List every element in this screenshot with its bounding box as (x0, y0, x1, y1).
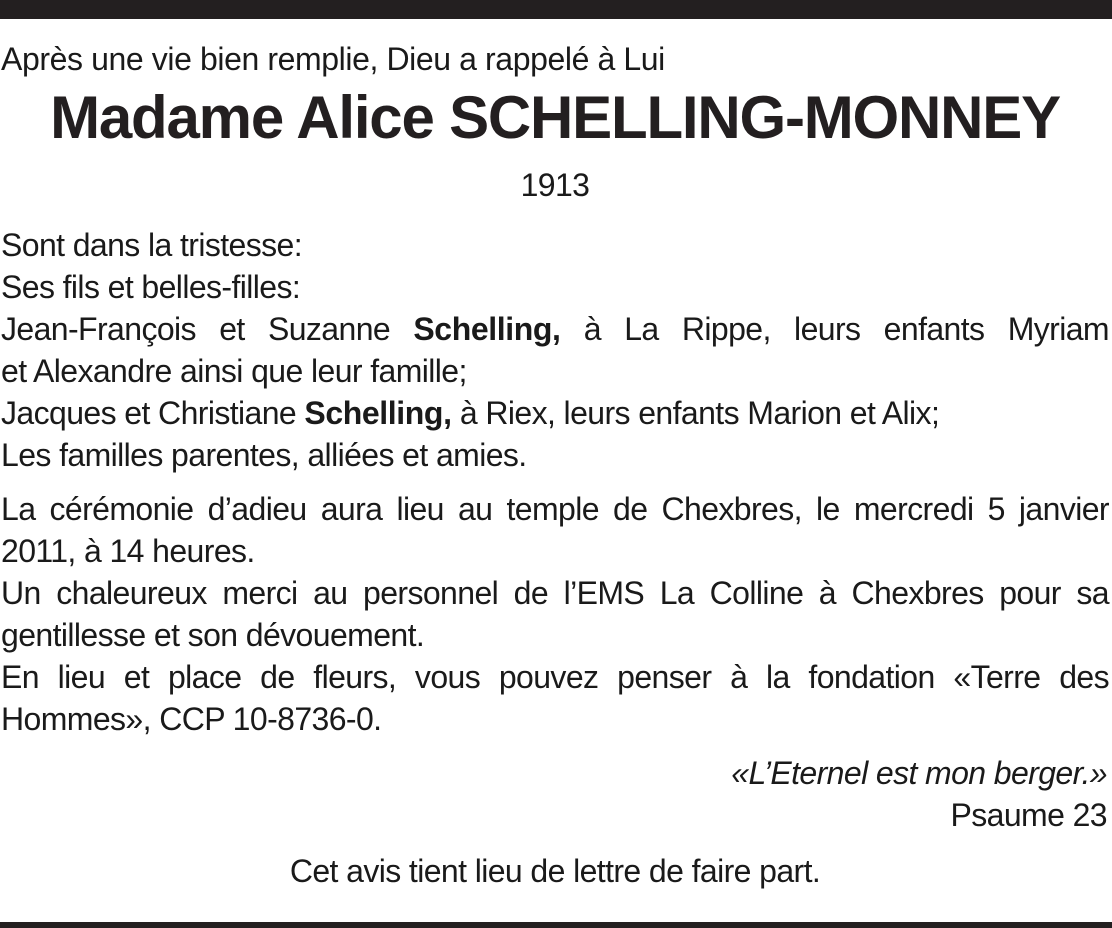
top-border-bar (0, 0, 1112, 19)
thanks-line-2: gentillesse et son dévouement. (1, 617, 425, 653)
family-1-line-2: et Alexandre ainsi que leur famille; (1, 353, 467, 389)
ceremony-line-2: 2011, à 14 heures. (1, 533, 255, 569)
birth-year: 1913 (520, 167, 590, 203)
deceased-name: Madame Alice SCHELLING-MONNEY (50, 84, 1060, 151)
mourners-subheading: Ses fils et belles-filles: (1, 269, 301, 305)
other-families: Les familles parentes, alliées et amies. (1, 437, 527, 473)
donation-line-2: Hommes», CCP 10-8736-0. (1, 701, 382, 737)
obituary-notice (1, 38, 1109, 892)
thanks-line-1: Un chaleureux merci au personnel de l’EMS La Colline à Chexbres pour sa (1, 575, 1109, 611)
family-1-surname: Schelling, (413, 311, 561, 347)
family-2-line (1, 392, 1109, 434)
mourners-heading: Sont dans la tristesse: (1, 227, 303, 263)
psalm-quote: «L’Eternel est mon berger.» (731, 755, 1107, 791)
family-1-prefix: Jean-François et Suzanne (1, 311, 414, 347)
psalm-reference: Psaume 23 (950, 797, 1107, 833)
bottom-border-bar (0, 922, 1112, 928)
family-2-suffix: à Riex, leurs enfants Marion et Alix; (451, 395, 940, 431)
donation-line-1: En lieu et place de fleurs, vous pouvez penser à la fondation «Terre des (1, 659, 1109, 695)
family-1-suffix: à La Rippe, leurs enfants Myriam (560, 311, 1109, 347)
closing-note: Cet avis tient lieu de lettre de faire part. (289, 853, 821, 889)
ceremony-section (1, 488, 1109, 740)
family-2-surname: Schelling, (304, 395, 452, 431)
family-1-line-1 (1, 308, 1109, 350)
ceremony-line-1: La cérémonie d’adieu aura lieu au temple de Chexbres, le mercredi 5 janvier (1, 491, 1109, 527)
intro-text: Après une vie bien remplie, Dieu a rappelé à Lui (1, 41, 665, 77)
family-2-prefix: Jacques et Christiane (1, 395, 305, 431)
mourners-section (1, 224, 1109, 476)
